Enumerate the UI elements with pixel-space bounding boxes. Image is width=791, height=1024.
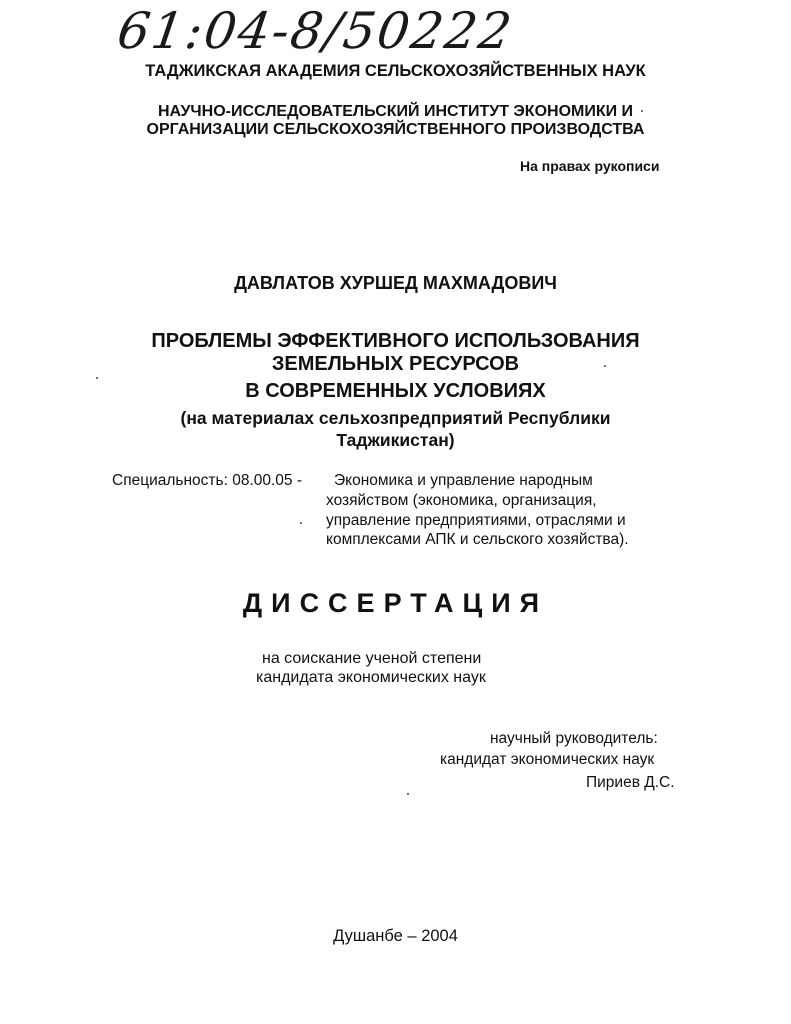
document-type-heading: ДИССЕРТАЦИЯ (242, 588, 549, 618)
city-year: Душанбе – 2004 (333, 927, 458, 945)
institute-name-line-1: НАУЧНО-ИССЛЕДОВАТЕЛЬСКИЙ ИНСТИТУТ ЭКОНОМИКИ И (157, 103, 634, 120)
degree-line-1: на соискание ученой степени (262, 650, 482, 667)
supervisor-name: Пириев Д.С. (586, 774, 675, 791)
scan-speck (641, 110, 643, 112)
author-name: ДАВЛАТОВ ХУРШЕД МАХМАДОВИЧ (234, 273, 557, 293)
scan-speck (604, 365, 606, 367)
supervisor-degree: кандидат экономических наук (440, 751, 655, 768)
handwritten-catalog-number: 61:04-8/50222 (113, 2, 517, 60)
specialty-description-line-2: хозяйством (экономика, организация, (326, 492, 597, 509)
scan-speck (407, 793, 409, 795)
title-subtitle-line-1: (на материалах сельхозпредприятий Республики (180, 408, 611, 428)
manuscript-rights-note: На правах рукописи (520, 158, 660, 174)
specialty-description-line-4: комплексами АПК и сельского хозяйства). (326, 531, 629, 548)
specialty-description-line-3: управление предприятиями, отраслями и (326, 512, 626, 529)
specialty-label: Специальность: 08.00.05 - (112, 472, 303, 489)
title-subtitle-line-2: Таджикистан) (336, 430, 455, 450)
degree-line-2: кандидата экономических наук (256, 669, 486, 686)
specialty-description-line-1: Экономика и управление народным (334, 472, 593, 489)
academy-name: ТАДЖИКСКАЯ АКАДЕМИЯ СЕЛЬСКОХОЗЯЙСТВЕННЫХ НАУК (145, 62, 646, 80)
institute-name-line-2: ОРГАНИЗАЦИИ СЕЛЬСКОХОЗЯЙСТВЕННОГО ПРОИЗВОДСТВА (146, 121, 645, 138)
title-line-2: ЗЕМЕЛЬНЫХ РЕСУРСОВ (271, 353, 520, 375)
scan-speck (300, 522, 302, 524)
title-line-3: В СОВРЕМЕННЫХ УСЛОВИЯХ (245, 380, 546, 402)
title-line-1: ПРОБЛЕМЫ ЭФФЕКТИВНОГО ИСПОЛЬЗОВАНИЯ (151, 330, 640, 352)
scan-speck (96, 377, 98, 379)
supervisor-role: научный руководитель: (490, 730, 658, 747)
